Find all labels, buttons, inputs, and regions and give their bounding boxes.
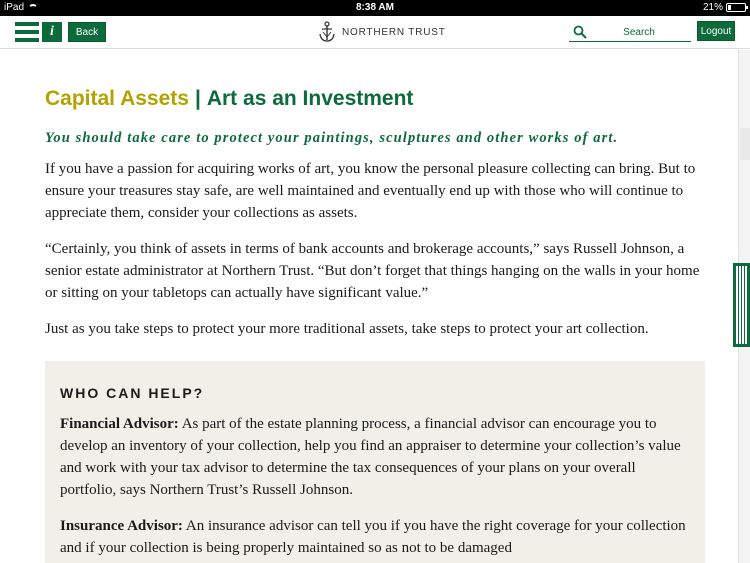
- article-paragraph: If you have a passion for acquiring works of art, you know the personal pleasure collecting can bring. But to ensure your treasures stay safe, are well maintained and eventually end up with those who will continue to appreciate them, consider your collections as assets.: [45, 161, 696, 221]
- article-subhead: You should take care to protect your paintings, sculptures and other works of art.: [45, 130, 619, 146]
- logout-button[interactable]: Logout: [697, 21, 735, 41]
- anchor-logo-icon: [318, 21, 336, 43]
- status-bar: [0, 0, 750, 16]
- article-paragraph: “Certainly, you think of assets in terms of bank accounts and brokerage accounts,” says Russell Johnson, a senior estate administrator at Northern Trust. “But don’t forget that things hanging on the walls in your home or sitting on your tabletops can actually have significant value.”: [45, 241, 700, 301]
- article-paragraph: Just as you take steps to protect your more traditional assets, take steps to protect your art collection.: [45, 321, 649, 337]
- help-item-financial-advisor: [60, 413, 690, 501]
- help-item-insurance-advisor: [60, 515, 690, 559]
- title-category: Capital Assets: [45, 87, 189, 110]
- device-label: iPad: [4, 2, 25, 13]
- search-icon[interactable]: [573, 25, 587, 39]
- hamburger-menu-icon[interactable]: [15, 22, 39, 42]
- info-button[interactable]: i: [42, 22, 62, 42]
- battery-fill: [728, 5, 731, 10]
- help-item-term: Insurance Advisor:: [60, 518, 183, 534]
- help-box-title: WHO CAN HELP?: [60, 385, 205, 401]
- battery-percent: 21%: [702, 2, 723, 13]
- drawer-grip-handle[interactable]: [733, 263, 750, 347]
- northern-trust-logo: [318, 21, 446, 43]
- help-item-text: As part of the estate planning process, a financial advisor can encourage you to develop an inventory of your collection, help you find an appraiser to determine your collection’s value and work with your tax advisor to determine the tax consequences of your plans on your overall portfolio, says Northern Trust’s Russell Johnson.: [60, 416, 681, 498]
- help-item-term: Financial Advisor:: [60, 416, 179, 432]
- search-bar[interactable]: [569, 22, 691, 42]
- rail-segment: [740, 128, 750, 160]
- title-topic: Art as an Investment: [206, 87, 414, 110]
- help-item-text: An insurance advisor can tell you if you have the right coverage for your collection and if your collection is being properly maintained so as not to be damaged: [60, 518, 686, 556]
- back-button[interactable]: Back: [68, 22, 106, 42]
- battery-icon: [726, 3, 746, 12]
- status-time: 8:38 AM: [356, 2, 394, 13]
- article-content: [45, 50, 705, 340]
- app-header: [0, 16, 750, 49]
- who-can-help-box: [45, 361, 705, 563]
- search-input[interactable]: [591, 24, 687, 40]
- page-title: [45, 86, 705, 112]
- title-separator: |: [194, 87, 201, 110]
- logo-text: NORTHERN TRUST: [342, 26, 446, 38]
